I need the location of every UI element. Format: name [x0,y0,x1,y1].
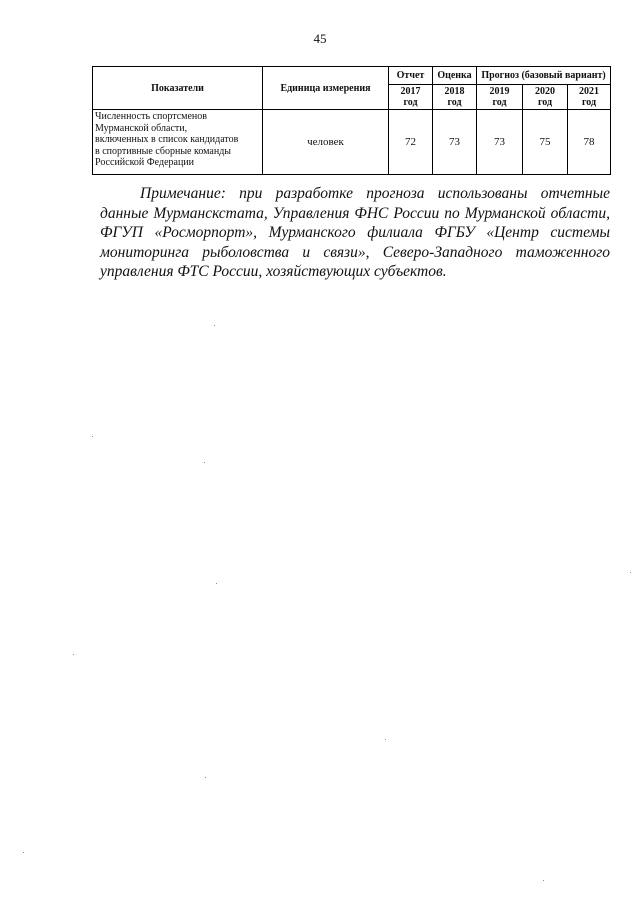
year-label: год [447,97,462,108]
header-unit: Единица измерения [263,67,389,110]
value-2017: 72 [389,110,433,175]
value-2019: 73 [477,110,523,175]
page-number: 45 [313,31,327,46]
header-forecast: Прогноз (базовый вариант) [477,67,611,85]
note-paragraph: Примечание: при разработке прогноза использованы отчетные данные Мурманскстата, Управления ФНС России по Мурманской области, ФГУП «Росморпорт», Мурманского филиала ФГБУ «Центр системы мониторинга рыболовства и связи», Северо-Западного таможенного управления ФТС России, хозяйствующих субъектов. [100,185,610,280]
year-label: год [403,97,418,108]
header-year-2017 [389,85,433,110]
table-row [93,110,611,175]
indicator-line: в спортивные сборные команды [95,145,232,157]
year-label: год [492,97,507,108]
scan-speck [23,852,24,853]
header-year-2019 [477,85,523,110]
header-estimate: Оценка [433,67,477,85]
value-2020: 75 [523,110,568,175]
year-value: 2021 [579,86,600,97]
header-year-2021 [568,85,611,110]
year-value: 2018 [444,86,465,97]
header-year-2020 [523,85,568,110]
indicator-cell [93,110,263,175]
scan-speck [543,880,544,881]
value-2021: 78 [568,110,611,175]
header-indicator: Показатели [93,67,263,110]
scan-speck [630,572,631,573]
indicator-line: Численность спортсменов [95,111,207,122]
value-2018: 73 [433,110,477,175]
indicator-line: Российской Федерации [95,157,195,168]
scan-speck [92,436,93,437]
scan-speck [385,739,386,740]
unit-cell: человек [263,110,389,175]
header-report: Отчет [389,67,433,85]
scan-speck [73,654,74,655]
year-value: 2017 [400,86,421,97]
year-value: 2020 [535,86,555,97]
scan-speck [214,325,215,326]
scan-speck [216,583,217,584]
year-value: 2019 [489,86,510,97]
scan-speck [204,462,205,463]
scan-speck [205,777,206,778]
indicator-line: Мурманской области, [95,122,188,134]
forecast-table [92,66,611,175]
year-label: год [581,97,597,108]
year-label: год [537,97,553,108]
header-year-2018 [433,85,477,110]
indicator-line: включенных в список кандидатов [95,134,239,145]
